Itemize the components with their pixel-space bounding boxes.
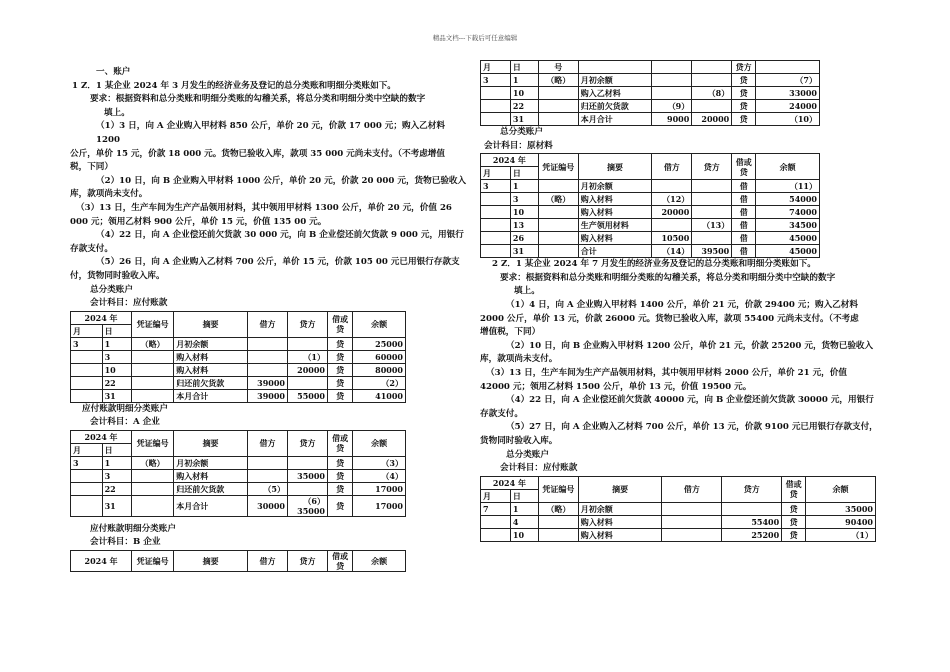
table-row <box>481 219 820 232</box>
table-cell: 借 <box>732 180 756 193</box>
table-cell: 90400 <box>806 515 876 528</box>
table-cell: （2） <box>353 376 406 389</box>
col-summary: 摘要 <box>174 430 248 456</box>
table-cell: （11） <box>756 180 820 193</box>
table-cell: 10500 <box>652 232 692 245</box>
table-cell: 13 <box>510 219 538 232</box>
table-cell: 80000 <box>353 363 406 376</box>
col-credit: 贷方 <box>287 430 327 456</box>
table-cell <box>247 337 287 350</box>
table-cell: （略） <box>538 502 578 515</box>
col-credit: 贷方 <box>722 476 782 502</box>
table-cell <box>692 206 732 219</box>
table-cell: 月初余额 <box>174 456 248 469</box>
col-voucher-no: 号 <box>538 61 578 74</box>
table-cell <box>247 469 287 482</box>
table-cell <box>481 528 511 541</box>
table-cell <box>538 232 578 245</box>
table-cell: 74000 <box>756 206 820 219</box>
table-row <box>71 376 406 389</box>
table-cell <box>132 389 174 402</box>
table-cell <box>71 495 103 516</box>
col-summary: 摘要 <box>174 311 248 337</box>
table-cell: 45000 <box>756 232 820 245</box>
col-summary: 摘要 <box>578 154 652 180</box>
col-day: 日 <box>510 489 538 502</box>
table-cell: 合计 <box>578 245 652 258</box>
table-cell: 20000 <box>652 206 692 219</box>
table-cell: 月初余额 <box>578 74 652 87</box>
table-cell <box>287 482 327 495</box>
detail-ledger-title: 应付账款明细分类账户 <box>82 403 168 414</box>
col-balance: 余额 <box>353 311 406 337</box>
table-cell <box>538 515 578 528</box>
col-debit: 借方 <box>652 154 692 180</box>
q1-item: 付，货物同时验收入库。 <box>70 270 165 281</box>
section-title: 一、账户 <box>96 67 131 77</box>
q1-requirement: 要求：根据资料和总分类账和明细分类账的勾稽关系，将总分类和明细分类中空缺的数字 <box>90 94 426 105</box>
table-cell: 33000 <box>756 87 820 100</box>
table-cell: 贷 <box>328 363 353 376</box>
table-cell: 购入材料 <box>174 350 248 363</box>
table-cell <box>538 245 578 258</box>
q1-item: 税，下同） <box>70 162 113 173</box>
ledger-table-b <box>480 60 820 126</box>
q1-item: 000 元；领用乙材料 900 公斤，单价 15 元，价值 135 00 元。 <box>70 216 327 227</box>
table-cell: 31 <box>510 245 538 258</box>
table-cell: 45000 <box>756 245 820 258</box>
table-cell: 生产领用材料 <box>578 219 652 232</box>
table-cell: 3 <box>510 193 538 206</box>
table-cell <box>652 180 692 193</box>
table-cell <box>132 482 174 495</box>
q2-requirement: 要求：根据资料和总分类账和明细分类账的勾稽关系，将总分类和明细分类中空缺的数字 <box>500 272 836 283</box>
table-cell: 7 <box>481 502 511 515</box>
col-dc: 借或贷 <box>782 476 806 502</box>
table-cell: 贷 <box>328 482 353 495</box>
table-cell: （14） <box>652 245 692 258</box>
table-cell: 贷 <box>732 74 756 87</box>
right-column <box>480 60 880 542</box>
table-cell: （1） <box>287 350 327 363</box>
table-cell <box>538 113 578 126</box>
q1-item: （1）3 日，向 A 企业购入甲材料 850 公斤，单价 20 元，价款 17 000 元；购入乙材料 1200 <box>96 121 445 145</box>
table-cell: （8） <box>692 87 732 100</box>
table-row <box>71 469 406 482</box>
table-cell: 60000 <box>353 350 406 363</box>
table-cell <box>71 482 103 495</box>
table-cell <box>481 232 511 245</box>
table-cell: 25000 <box>353 337 406 350</box>
table-cell: （7） <box>756 74 820 87</box>
table-cell: （略） <box>132 337 174 350</box>
table-cell: （1） <box>806 528 876 541</box>
q2-item: 2000 公斤，单价 13 元，价款 26000 元。货物已验收入库，款项 55400 元尚未支付。（不考虑 <box>480 313 859 324</box>
table-cell: （4） <box>353 469 406 482</box>
table-cell: 贷 <box>328 456 353 469</box>
q1-item: （2）10 日，向 B 企业购入甲材料 1000 公斤，单价 20 元，价款 20 000 元，货物已验收入 <box>96 175 467 186</box>
table-cell: 本月合计 <box>578 113 652 126</box>
table-cell: 贷 <box>732 87 756 100</box>
col-year: 2024 年 <box>71 311 132 324</box>
table-cell: 购入材料 <box>578 232 652 245</box>
q2-requirement-cont: 填上。 <box>514 286 540 297</box>
table-cell <box>71 376 103 389</box>
table-cell: 贷 <box>782 502 806 515</box>
table-cell: 31 <box>510 113 538 126</box>
table-cell: 贷 <box>328 469 353 482</box>
table-row <box>481 232 820 245</box>
table-cell: 39000 <box>247 376 287 389</box>
table-cell: 归还前欠货款 <box>174 482 248 495</box>
table-row <box>481 193 820 206</box>
table-cell <box>481 515 511 528</box>
col-debit: 借方 <box>247 430 287 456</box>
col-summary: 摘要 <box>578 476 662 502</box>
table-cell: 贷 <box>328 495 353 516</box>
table-cell <box>287 337 327 350</box>
table-cell: 26 <box>510 232 538 245</box>
q2-item: 存款支付。 <box>480 408 523 419</box>
table-cell <box>132 350 174 363</box>
table-cell <box>652 87 692 100</box>
table-cell <box>662 528 722 541</box>
table-cell: （3） <box>353 456 406 469</box>
table-cell: 贷 <box>732 100 756 113</box>
table-cell <box>652 74 692 87</box>
table-cell: 贷 <box>782 515 806 528</box>
table-cell <box>71 469 103 482</box>
table-cell <box>132 469 174 482</box>
account-subject: 会计科目：原材料 <box>484 140 553 151</box>
table-row <box>481 502 876 515</box>
q2-item: （3）13 日，生产车间为生产产品领用材料，其中领用甲材料 2000 公斤，单价 21 元，价值 <box>486 367 847 378</box>
table-cell: 1 <box>102 456 131 469</box>
table-row <box>481 245 820 258</box>
table-cell: （9） <box>652 100 692 113</box>
table-cell <box>71 350 103 363</box>
table-cell: 54000 <box>756 193 820 206</box>
table-cell: （略） <box>538 74 578 87</box>
table-cell: 1 <box>510 502 538 515</box>
table-row <box>71 350 406 363</box>
table-cell: 贷 <box>328 389 353 402</box>
table-cell: 3 <box>102 469 131 482</box>
table-cell: 9000 <box>652 113 692 126</box>
table-cell: 35000 <box>806 502 876 515</box>
table-cell <box>481 245 511 258</box>
table-cell <box>247 456 287 469</box>
table-cell: 31 <box>102 389 131 402</box>
account-subject: 会计科目：A 企业 <box>90 417 160 428</box>
table-cell: 贷 <box>328 376 353 389</box>
table-cell <box>692 232 732 245</box>
table-cell: 31 <box>102 495 131 516</box>
table-cell <box>692 100 732 113</box>
table-cell: 借 <box>732 245 756 258</box>
table-cell: 25200 <box>722 528 782 541</box>
table-cell: 10 <box>510 528 538 541</box>
table-cell: 本月合计 <box>174 389 248 402</box>
col-voucher: 凭证编号 <box>538 154 578 180</box>
table-cell: 10 <box>510 206 538 219</box>
account-subject: 会计科目：应付账款 <box>90 298 168 309</box>
col-month: 月 <box>481 61 511 74</box>
col-debit: 借方 <box>247 551 287 572</box>
table-cell <box>538 528 578 541</box>
col-month: 月 <box>481 167 511 180</box>
col-balance: 余额 <box>756 154 820 180</box>
table-cell: 购入材料 <box>578 193 652 206</box>
col-voucher: 凭证编号 <box>132 551 174 572</box>
col-year: 2024 年 <box>481 476 539 489</box>
table-cell: 30000 <box>247 495 287 516</box>
table-cell <box>538 100 578 113</box>
col-balance: 余额 <box>353 430 406 456</box>
table-cell: （5） <box>247 482 287 495</box>
ledger-title: 总分类账户 <box>90 284 133 295</box>
table-cell <box>132 376 174 389</box>
table-cell: 55000 <box>287 389 327 402</box>
col-day: 日 <box>102 324 131 337</box>
table-cell: 3 <box>71 337 103 350</box>
col-summary: 摘要 <box>174 551 248 572</box>
table-cell: 22 <box>102 482 131 495</box>
table-cell <box>722 502 782 515</box>
ledger-title: 总分类账户 <box>506 449 549 460</box>
table-cell: 购入材料 <box>174 469 248 482</box>
table-cell: 归还前欠货款 <box>174 376 248 389</box>
q2-item: 货物同时验收入库。 <box>480 435 558 446</box>
table-cell <box>247 363 287 376</box>
table-cell <box>287 456 327 469</box>
col-year: 2024 年 <box>71 551 132 572</box>
table-cell <box>481 87 511 100</box>
table-cell: 1 <box>510 74 538 87</box>
col-year: 2024 年 <box>71 430 132 443</box>
table-cell: 39000 <box>247 389 287 402</box>
col-dc: 借或贷 <box>732 154 756 180</box>
table-cell: 归还前欠货款 <box>578 100 652 113</box>
q1-item: 库，款项尚未支付。 <box>70 189 148 200</box>
table-cell: 34500 <box>756 219 820 232</box>
col-balance: 余额 <box>806 476 876 502</box>
table-cell <box>662 502 722 515</box>
table-cell: 3 <box>481 74 511 87</box>
table-row <box>481 206 820 219</box>
table-row <box>481 74 820 87</box>
table-cell: 17000 <box>353 482 406 495</box>
q1-item: 公斤，单价 15 元，价款 18 000 元。货物已验收入库，款项 35 000 元尚未支付。（不考虑增值 <box>70 148 445 159</box>
table-cell <box>692 193 732 206</box>
table-cell <box>481 193 511 206</box>
table-row <box>71 495 406 516</box>
table-cell: 41000 <box>353 389 406 402</box>
left-column <box>70 66 470 572</box>
table-cell: 购入材料 <box>578 206 652 219</box>
account-subject: 会计科目：B 企业 <box>90 537 161 548</box>
col-dc: 借或贷 <box>328 551 353 572</box>
table-cell: 4 <box>510 515 538 528</box>
table-row <box>481 528 876 541</box>
table-row <box>71 389 406 402</box>
table-cell: 购入乙材料 <box>578 87 652 100</box>
col-voucher: 凭证编号 <box>132 311 174 337</box>
table-cell: 月初余额 <box>578 180 652 193</box>
col-day: 日 <box>510 167 538 180</box>
q1-item: 存款支付。 <box>70 243 113 254</box>
table-cell: 贷 <box>328 350 353 363</box>
q1-requirement-cont: 填上。 <box>104 107 130 118</box>
q1-item: （3）13 日，生产车间为生产产品领用材料，其中领用甲材料 1300 公斤，单价 20 元，价值 26 <box>76 202 452 213</box>
table-cell <box>132 363 174 376</box>
table-row <box>71 482 406 495</box>
col-dc: 贷方 <box>732 61 756 74</box>
table-row <box>481 113 820 126</box>
table-cell: 借 <box>732 206 756 219</box>
ledger-table-payables <box>70 311 406 403</box>
table-row <box>71 337 406 350</box>
table-row <box>481 180 820 193</box>
ledger-table-materials <box>480 153 820 258</box>
table-row <box>481 100 820 113</box>
table-cell <box>481 206 511 219</box>
table-cell: 借 <box>732 232 756 245</box>
table-cell: 贷 <box>732 113 756 126</box>
col-balance: 余额 <box>353 551 406 572</box>
col-year: 2024 年 <box>481 154 539 167</box>
table-cell <box>481 219 511 232</box>
table-cell <box>538 180 578 193</box>
table-cell <box>481 113 511 126</box>
table-cell: 贷 <box>328 337 353 350</box>
col-day: 日 <box>102 443 131 456</box>
col-month: 月 <box>481 489 511 502</box>
table-cell: 22 <box>510 100 538 113</box>
col-credit: 贷方 <box>287 311 327 337</box>
table-row <box>71 363 406 376</box>
col-month: 月 <box>71 443 103 456</box>
table-cell <box>132 495 174 516</box>
page-header: 精品文档---下载后可任意编辑 <box>432 34 518 42</box>
q2-item: 增值税，下同） <box>480 327 541 338</box>
question-1-heading: 1 Z．1 某企业 2024 年 3 月发生的经济业务及登记的总分类账和明细分类账如下。 <box>72 80 396 91</box>
table-row <box>481 515 876 528</box>
table-cell <box>692 180 732 193</box>
table-cell: 借 <box>732 219 756 232</box>
table-cell <box>652 219 692 232</box>
table-row <box>71 456 406 469</box>
table-cell <box>692 74 732 87</box>
table-cell: 3 <box>481 180 511 193</box>
table-cell: 10 <box>510 87 538 100</box>
q1-item: （4）22 日，向 A 企业偿还前欠货款 30 000 元，向 B 企业偿还前欠货款 9 000 元，用银行 <box>96 230 464 241</box>
col-day: 日 <box>510 61 538 74</box>
table-cell: 月初余额 <box>174 337 248 350</box>
table-cell: 10 <box>102 363 131 376</box>
q1-item: （5）26 日，向 A 企业购入乙材料 700 公斤，单价 15 元，价款 105 00 元已用银行存款支 <box>96 257 460 268</box>
table-cell: 17000 <box>353 495 406 516</box>
table-cell: 购入材料 <box>578 515 662 528</box>
table-cell: 55400 <box>722 515 782 528</box>
table-cell: 购入材料 <box>174 363 248 376</box>
table-cell <box>662 515 722 528</box>
table-cell: 22 <box>102 376 131 389</box>
col-debit: 借方 <box>662 476 722 502</box>
account-subject: 会计科目：应付账款 <box>500 463 578 474</box>
table-cell: （12） <box>652 193 692 206</box>
col-voucher: 凭证编号 <box>538 476 578 502</box>
table-cell: 贷 <box>782 528 806 541</box>
table-cell <box>538 87 578 100</box>
table-cell: 1 <box>102 337 131 350</box>
table-cell: （略） <box>132 456 174 469</box>
table-cell: 24000 <box>756 100 820 113</box>
table-cell <box>287 376 327 389</box>
ledger-table-a <box>70 430 406 517</box>
table-cell: 20000 <box>287 363 327 376</box>
col-credit: 贷方 <box>692 154 732 180</box>
col-dc: 借或贷 <box>328 311 353 337</box>
table-cell <box>481 100 511 113</box>
table-cell: 3 <box>71 456 103 469</box>
table-cell: 3 <box>102 350 131 363</box>
table-cell: （10） <box>756 113 820 126</box>
col-dc: 借或贷 <box>328 430 353 456</box>
table-cell: 39500 <box>692 245 732 258</box>
table-cell <box>71 389 103 402</box>
col-month: 月 <box>71 324 103 337</box>
q2-item: （5）27 日，向 A 企业购入乙材料 700 公斤，单价 13 元，价款 9100 元已用银行存款支付， <box>506 422 878 433</box>
col-credit: 贷方 <box>287 551 327 572</box>
q2-item: （4）22 日，向 A 企业偿还前欠货款 40000 元，向 B 企业偿还前欠货款 30000 元，用银行 <box>506 395 874 406</box>
table-cell <box>538 206 578 219</box>
table-cell: 月初余额 <box>578 502 662 515</box>
table-cell <box>538 219 578 232</box>
table-cell: 本月合计 <box>174 495 248 516</box>
table-cell: （13） <box>692 219 732 232</box>
table-cell: 购入材料 <box>578 528 662 541</box>
q2-item: （2）10 日，向 B 企业购入甲材料 1200 公斤，单价 21 元，价款 25200 元，货物已验收入 <box>506 340 874 351</box>
table-cell <box>247 350 287 363</box>
table-cell: 借 <box>732 193 756 206</box>
ledger-title: 总分类账户 <box>500 127 543 137</box>
ledger-table-payables-july <box>480 476 876 542</box>
question-2-heading: 2 Z．1 某企业 2024 年 7 月发生的经济业务及登记的总分类账和明细分类账如下。 <box>492 259 816 270</box>
table-cell: 1 <box>510 180 538 193</box>
detail-ledger-title: 应付账款明细分类账户 <box>90 523 176 534</box>
table-cell: （6）35000 <box>287 495 327 516</box>
col-debit: 借方 <box>247 311 287 337</box>
q2-item: 库，款项尚未支付。 <box>480 354 558 365</box>
ledger-table-b-header <box>70 550 406 572</box>
table-row <box>481 87 820 100</box>
q2-item: 42000 元；领用乙材料 1500 公斤，单价 13 元，价值 19500 元。 <box>480 381 752 392</box>
table-cell <box>71 363 103 376</box>
col-voucher: 凭证编号 <box>132 430 174 456</box>
table-cell: （略） <box>538 193 578 206</box>
q2-item: （1）4 日，向 A 企业购入甲材料 1400 公斤，单价 21 元，价款 29400 元；购入乙材料 <box>506 299 858 310</box>
table-cell: 35000 <box>287 469 327 482</box>
table-cell: 20000 <box>692 113 732 126</box>
